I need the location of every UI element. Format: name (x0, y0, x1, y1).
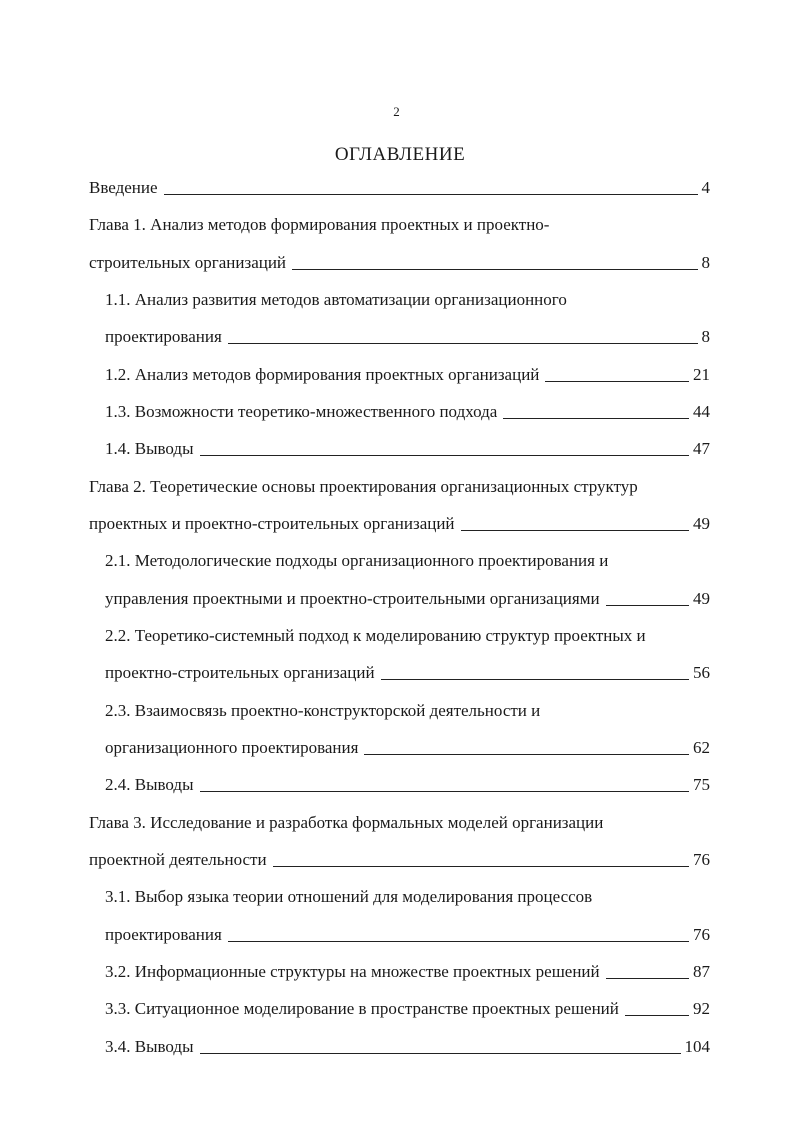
page-number: 2 (393, 104, 400, 119)
toc-page-number: 75 (693, 775, 710, 794)
toc-page-number: 49 (693, 589, 710, 608)
toc-entry-label: 3.4. Выводы (105, 1037, 194, 1056)
toc-entry-label: 2.4. Выводы (105, 775, 194, 794)
toc-page-number: 4 (701, 178, 710, 197)
toc-entry-label: 1.1. Анализ развития методов автоматизации организационного (105, 290, 567, 309)
toc-entry-label: проектирования (105, 925, 222, 944)
toc-entry-section-2-1-cont[interactable] (0, 587, 793, 611)
dot-leader (200, 1053, 681, 1054)
toc-page-number: 104 (684, 1037, 710, 1056)
toc-entry-section-2-3-cont[interactable] (0, 736, 793, 760)
toc-entry-chapter-3[interactable] (0, 811, 793, 835)
dot-leader (503, 418, 689, 419)
toc-entry-section-3-2[interactable] (0, 960, 793, 984)
toc-page-number: 62 (693, 738, 710, 757)
toc-entry-section-1-4[interactable] (0, 437, 793, 461)
toc-entry-section-3-4[interactable] (0, 1035, 793, 1059)
toc-entry-label: 2.1. Методологические подходы организационного проектирования и (105, 551, 609, 570)
dot-leader (364, 754, 689, 755)
toc-entry-intro[interactable] (0, 176, 793, 200)
toc-entry-label: 3.2. Информационные структуры на множестве проектных решений (105, 962, 600, 981)
toc-entry-label: управления проектными и проектно-строительными организациями (105, 589, 600, 608)
toc-entry-label: 2.3. Взаимосвязь проектно-конструкторской деятельности и (105, 701, 541, 720)
dot-leader (200, 455, 689, 456)
toc-page-number: 87 (693, 962, 710, 981)
toc-entry-label: 2.2. Теоретико-системный подход к моделированию структур проектных и (105, 626, 646, 645)
dot-leader (228, 941, 689, 942)
toc-page-number: 92 (693, 999, 710, 1018)
toc-entry-label: Глава 3. Исследование и разработка формальных моделей организации (89, 813, 604, 832)
toc-entry-label: организационного проектирования (105, 738, 359, 757)
toc-page-number: 49 (693, 514, 710, 533)
toc-entry-label: 1.2. Анализ методов формирования проектных организаций (105, 365, 540, 384)
toc-entry-label: 3.1. Выбор языка теории отношений для моделирования процессов (105, 887, 593, 906)
dot-leader (292, 269, 697, 270)
toc-entry-chapter-3-cont[interactable] (0, 848, 793, 872)
dot-leader (606, 605, 689, 606)
toc-entry-section-2-3[interactable] (0, 699, 793, 723)
dot-leader (545, 381, 689, 382)
toc-entry-chapter-1[interactable] (0, 213, 793, 237)
dot-leader (228, 343, 698, 344)
toc-entry-label: 1.3. Возможности теоретико-множественного подхода (105, 402, 498, 421)
toc-entry-section-2-2[interactable] (0, 624, 793, 648)
toc-page-number: 47 (693, 439, 710, 458)
toc-page-number: 56 (693, 663, 710, 682)
toc-entry-chapter-2[interactable] (0, 475, 793, 499)
toc-page-number: 8 (701, 327, 710, 346)
dot-leader (200, 791, 689, 792)
toc-entry-section-2-4[interactable] (0, 773, 793, 797)
toc-entry-label: Глава 2. Теоретические основы проектирования организационных структур (89, 477, 638, 496)
toc-entry-section-1-2[interactable] (0, 363, 793, 387)
toc-entry-label: проектно-строительных организаций (105, 663, 375, 682)
dot-leader (381, 679, 689, 680)
toc-entry-section-1-1-cont[interactable] (0, 325, 793, 349)
toc-page-number: 21 (693, 365, 710, 384)
dot-leader (625, 1015, 689, 1016)
toc-entry-label: строительных организаций (89, 253, 287, 272)
toc-title: ОГЛАВЛЕНИЕ (334, 144, 466, 165)
toc-entry-label: 1.4. Выводы (105, 439, 194, 458)
toc-page-number: 76 (693, 850, 710, 869)
dot-leader (606, 978, 689, 979)
dot-leader (461, 530, 689, 531)
toc-entry-label: проектирования (105, 327, 222, 346)
toc-entry-section-3-3[interactable] (0, 997, 793, 1021)
toc-entry-section-2-2-cont[interactable] (0, 661, 793, 685)
toc-entry-chapter-1-cont[interactable] (0, 251, 793, 275)
toc-entry-label: 3.3. Ситуационное моделирование в пространстве проектных решений (105, 999, 619, 1018)
toc-page-number: 44 (693, 402, 710, 421)
dot-leader (164, 194, 698, 195)
toc-entry-label: Глава 1. Анализ методов формирования проектных и проектно- (89, 215, 550, 234)
dot-leader (273, 866, 689, 867)
toc-entry-section-3-1[interactable] (0, 885, 793, 909)
toc-page-number: 8 (701, 253, 710, 272)
toc-entry-section-3-1-cont[interactable] (0, 923, 793, 947)
toc-page-number: 76 (693, 925, 710, 944)
toc-entry-section-1-3[interactable] (0, 400, 793, 424)
toc-entry-chapter-2-cont[interactable] (0, 512, 793, 536)
toc-entry-label: проектных и проектно-строительных организаций (89, 514, 455, 533)
toc-entry-section-1-1[interactable] (0, 288, 793, 312)
toc-entry-section-2-1[interactable] (0, 549, 793, 573)
toc-entry-label: Введение (89, 178, 158, 197)
toc-entry-label: проектной деятельности (89, 850, 267, 869)
